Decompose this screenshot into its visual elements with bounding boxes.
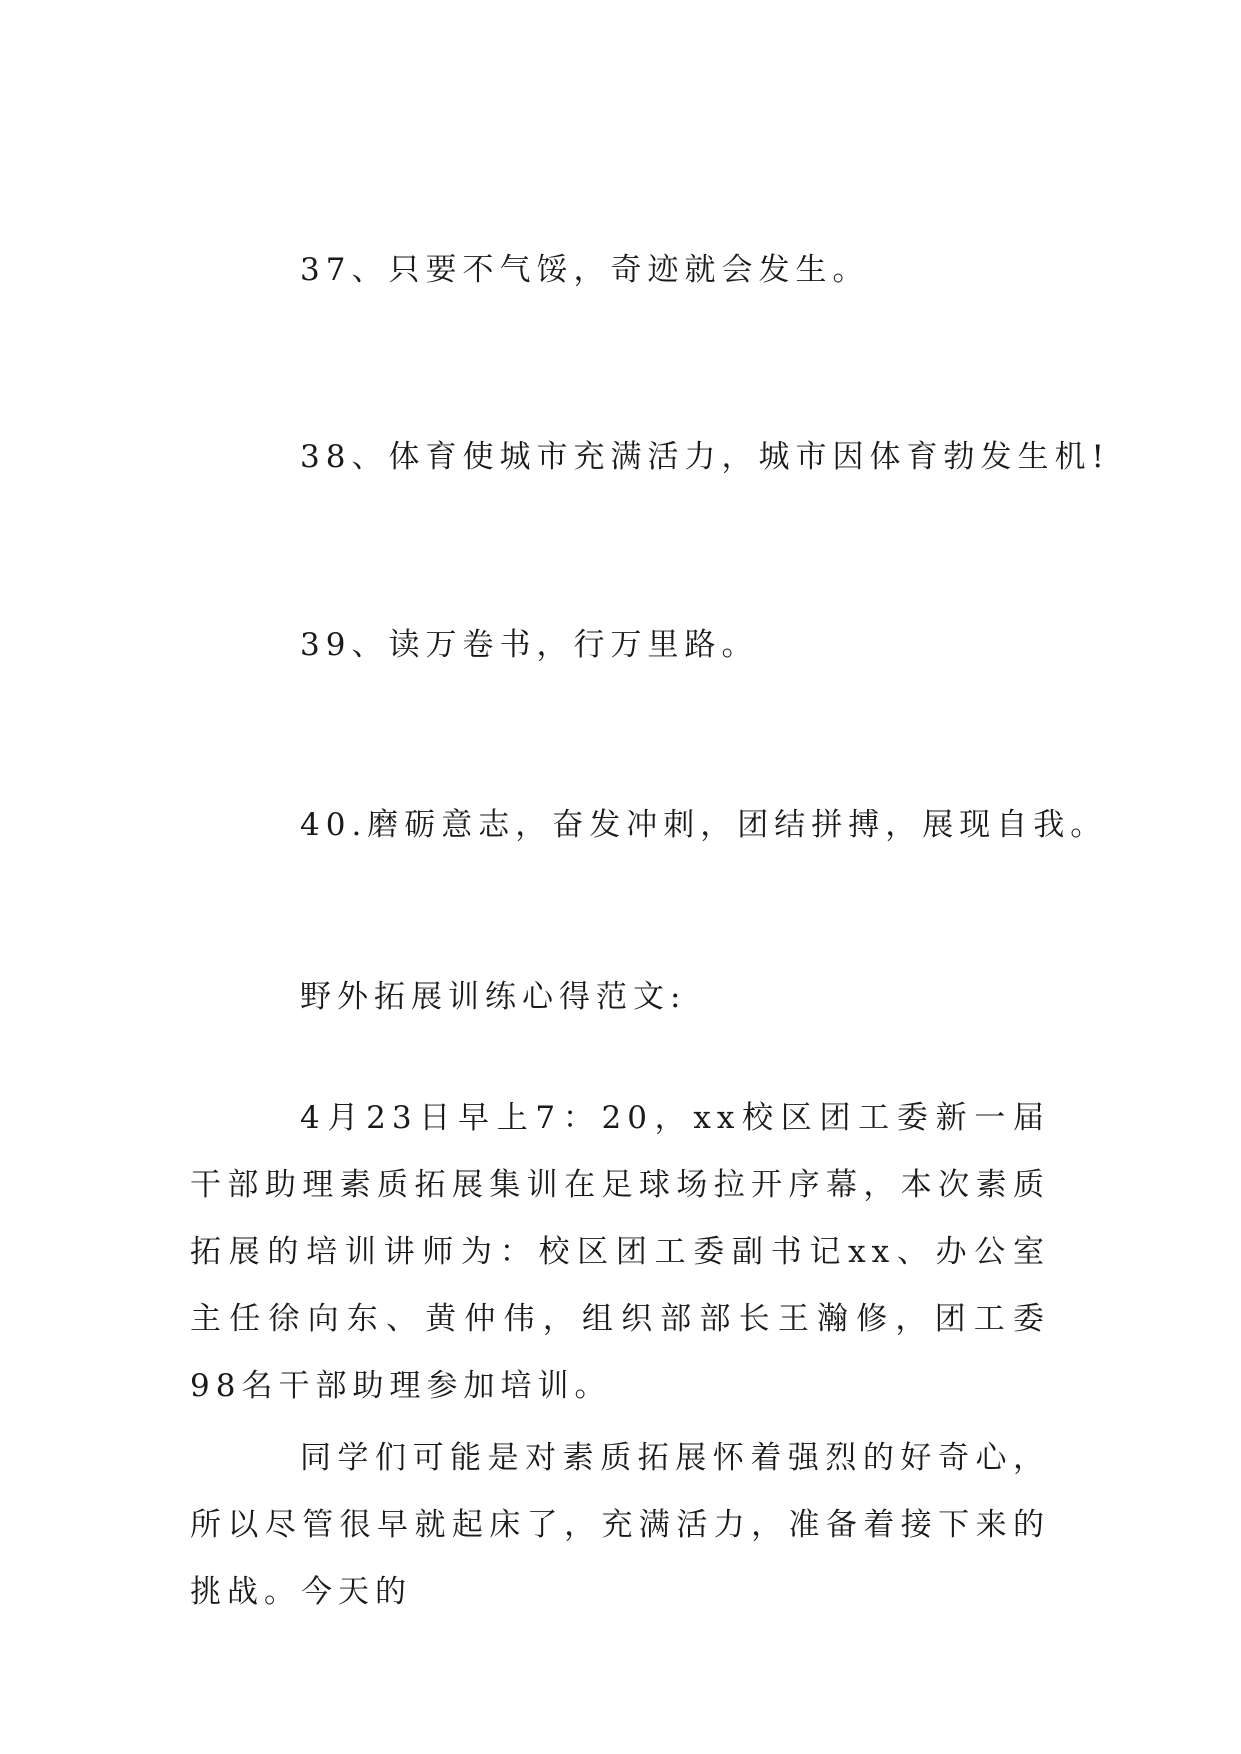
slogan-item-40: 40.磨砺意志，奋发冲刺，团结拼搏，展现自我。 xyxy=(300,807,1108,843)
slogan-item-37: 37、只要不气馁，奇迹就会发生。 xyxy=(300,252,870,288)
body-paragraph-1: 4月23日早上7：20，xx校区团工委新一届干部助理素质拓展集训在足球场拉开序幕，本次素质拓展的培训讲师为：校区团工委副书记xx、办公室主任徐向东、黄仲伟，组织部部长王瀚修，团工委98名干部助理参加培训。 xyxy=(190,1100,1050,1404)
body-paragraph-2: 同学们可能是对素质拓展怀着强烈的好奇心，所以尽管很早就起床了，充满活力，准备着接下来的挑战。今天的 xyxy=(190,1440,1050,1610)
slogan-item-38: 38、体育使城市充满活力，城市因体育勃发生机! xyxy=(300,439,1110,475)
slogan-item-39: 39、读万卷书，行万里路。 xyxy=(300,627,759,663)
section-heading: 野外拓展训练心得范文: xyxy=(300,979,687,1015)
